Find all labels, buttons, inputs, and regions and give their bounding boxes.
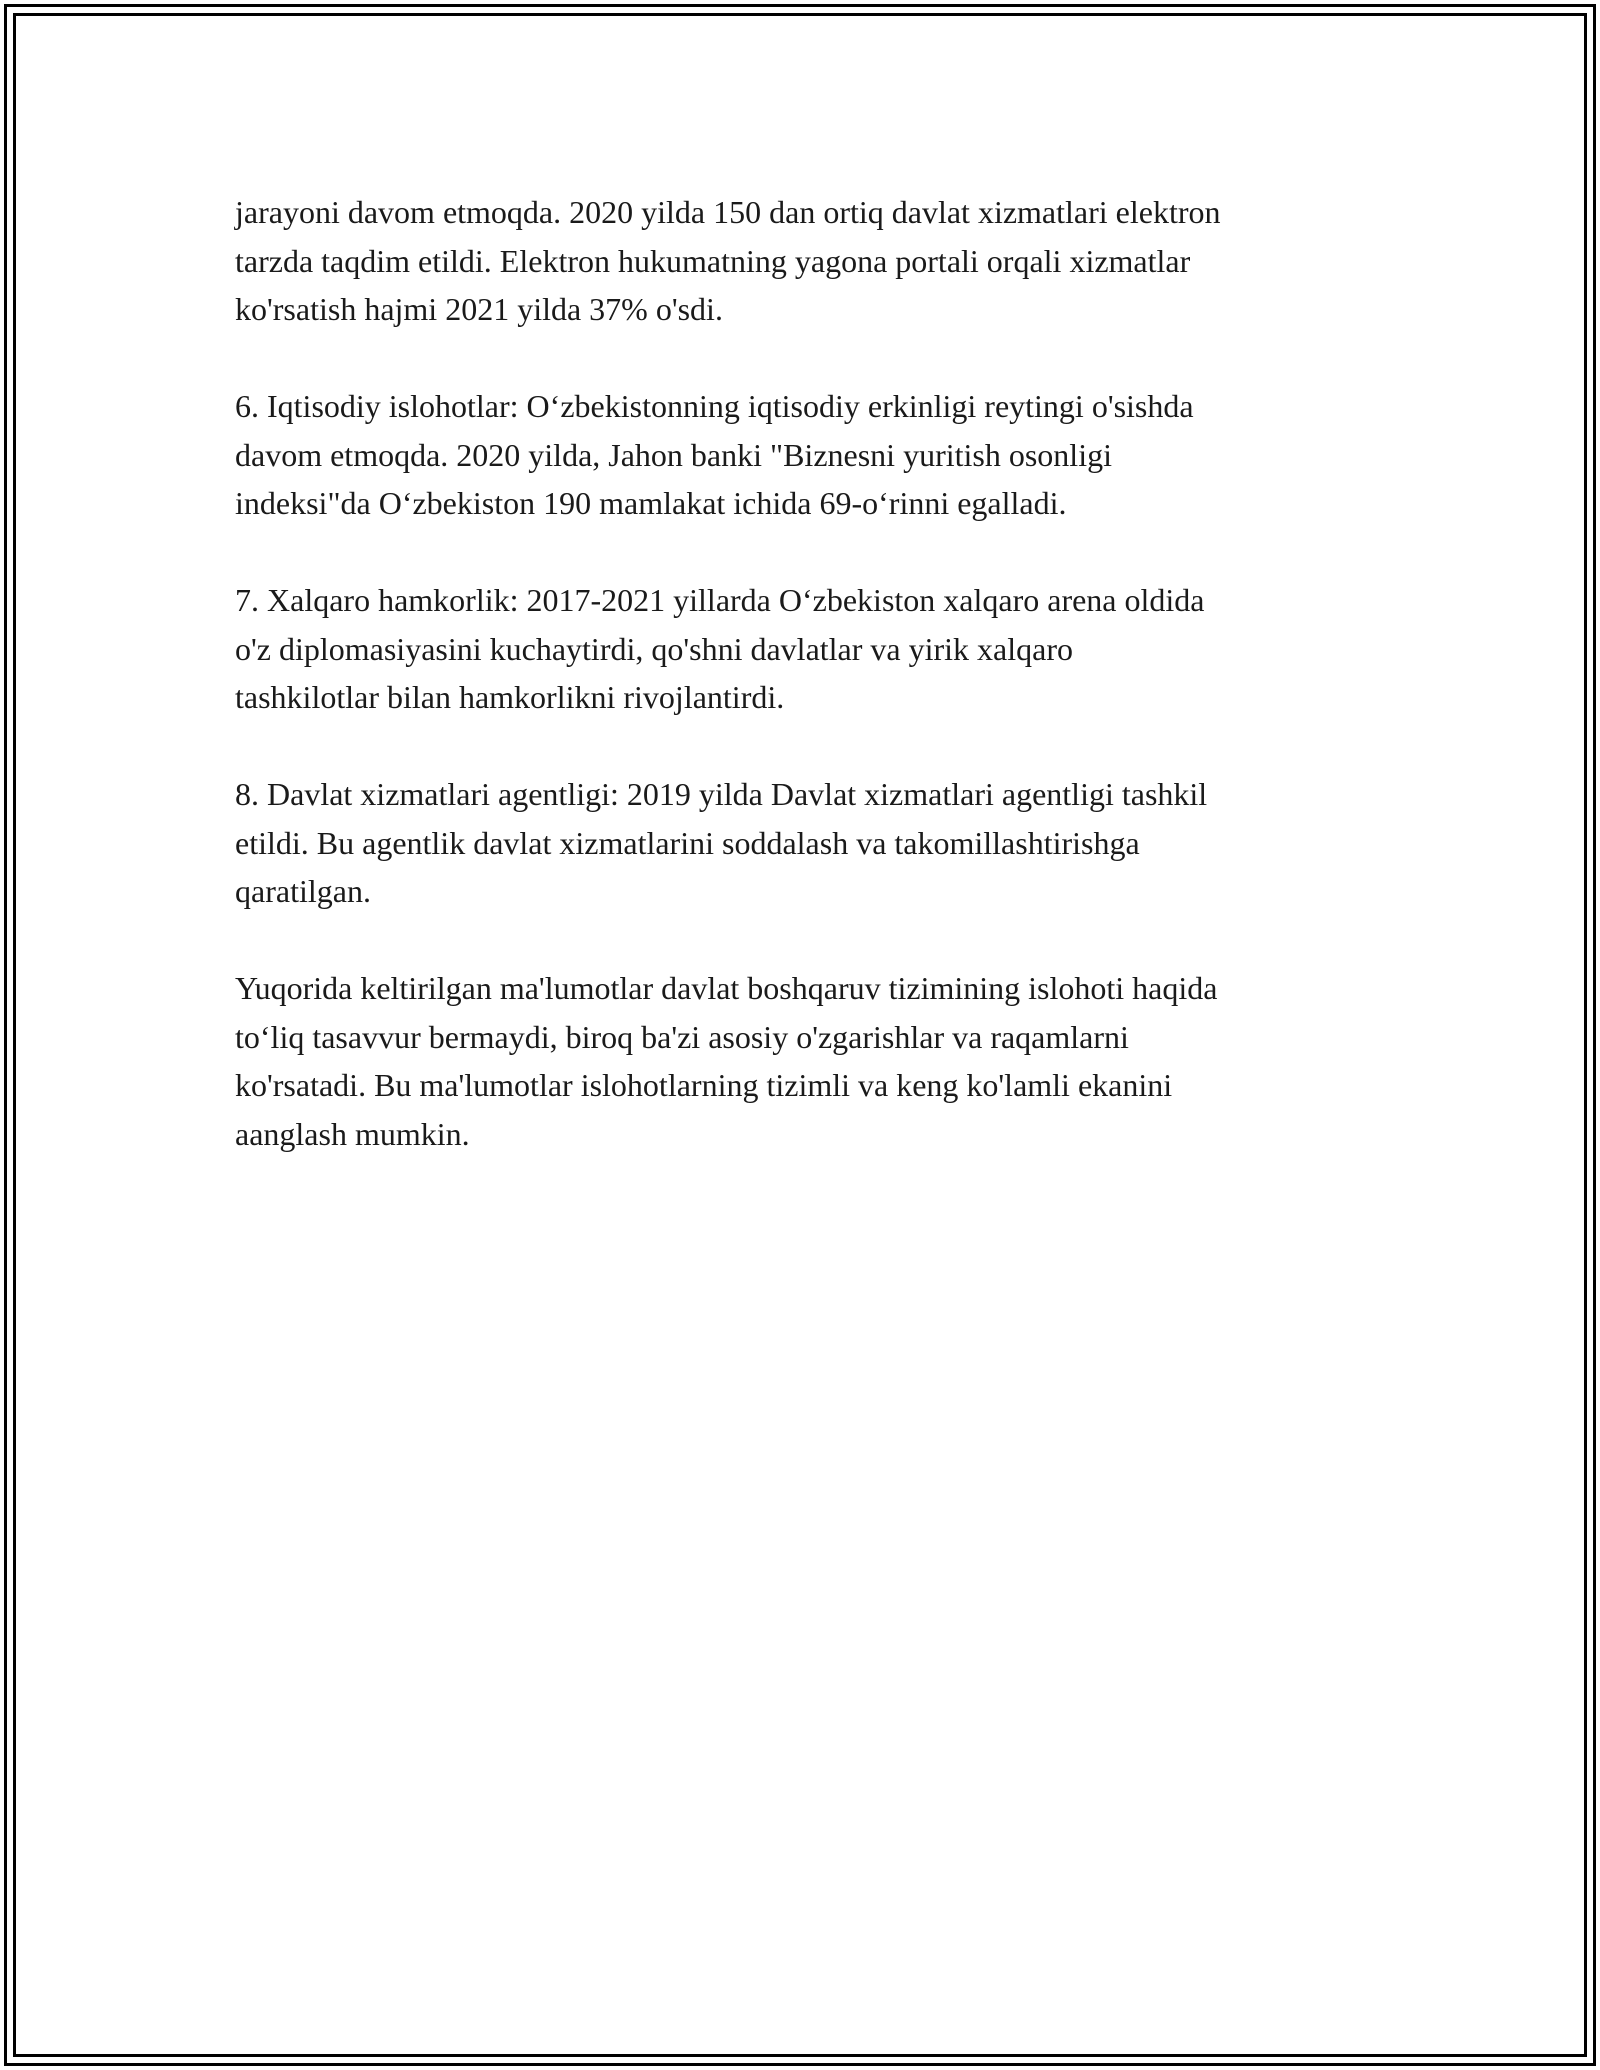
paragraph-economic-reforms: 6. Iqtisodiy islohotlar: O‘zbekistonning iqtisodiy erkinligi reytingi o'sishda davom etmoqda. 2020 yilda, Jahon banki "Biznesni yuritish osonligi indeksi"da O‘zbekiston 190 mamlakat ichida 69-o‘rinni egalladi.	[235, 388, 1194, 521]
paragraph-public-services-agency: 8. Davlat xizmatlari agentligi: 2019 yilda Davlat xizmatlari agentligi tashkil etildi. Bu agentlik davlat xizmatlarini soddalash va takomillashtirishga qaratilgan.	[235, 776, 1208, 909]
page-body	[235, 188, 1375, 1207]
paragraph-egov-services: jarayoni davom etmoqda. 2020 yilda 150 dan ortiq davlat xizmatlari elektron tarzda taqdim etildi. Elektron hukumatning yagona portali orqali xizmatlar ko'rsatish hajmi 2021 yilda 37% o'sdi.	[235, 194, 1221, 327]
paragraph-international-cooperation: 7. Xalqaro hamkorlik: 2017-2021 yillarda O‘zbekiston xalqaro arena oldida o'z diplomasiyasini kuchaytirdi, qo'shni davlatlar va yirik xalqaro tashkilotlar bilan hamkorlikni rivojlantirdi.	[235, 582, 1205, 715]
paragraph-conclusion: Yuqorida keltirilgan ma'lumotlar davlat boshqaruv tizimining islohoti haqida to‘liq tasavvur bermaydi, biroq ba'zi asosiy o'zgarishlar va raqamlarni ko'rsatadi. Bu ma'lumotlar islohotlarning tizimli va keng ko'lamli ekanini aanglash mumkin.	[235, 970, 1218, 1152]
